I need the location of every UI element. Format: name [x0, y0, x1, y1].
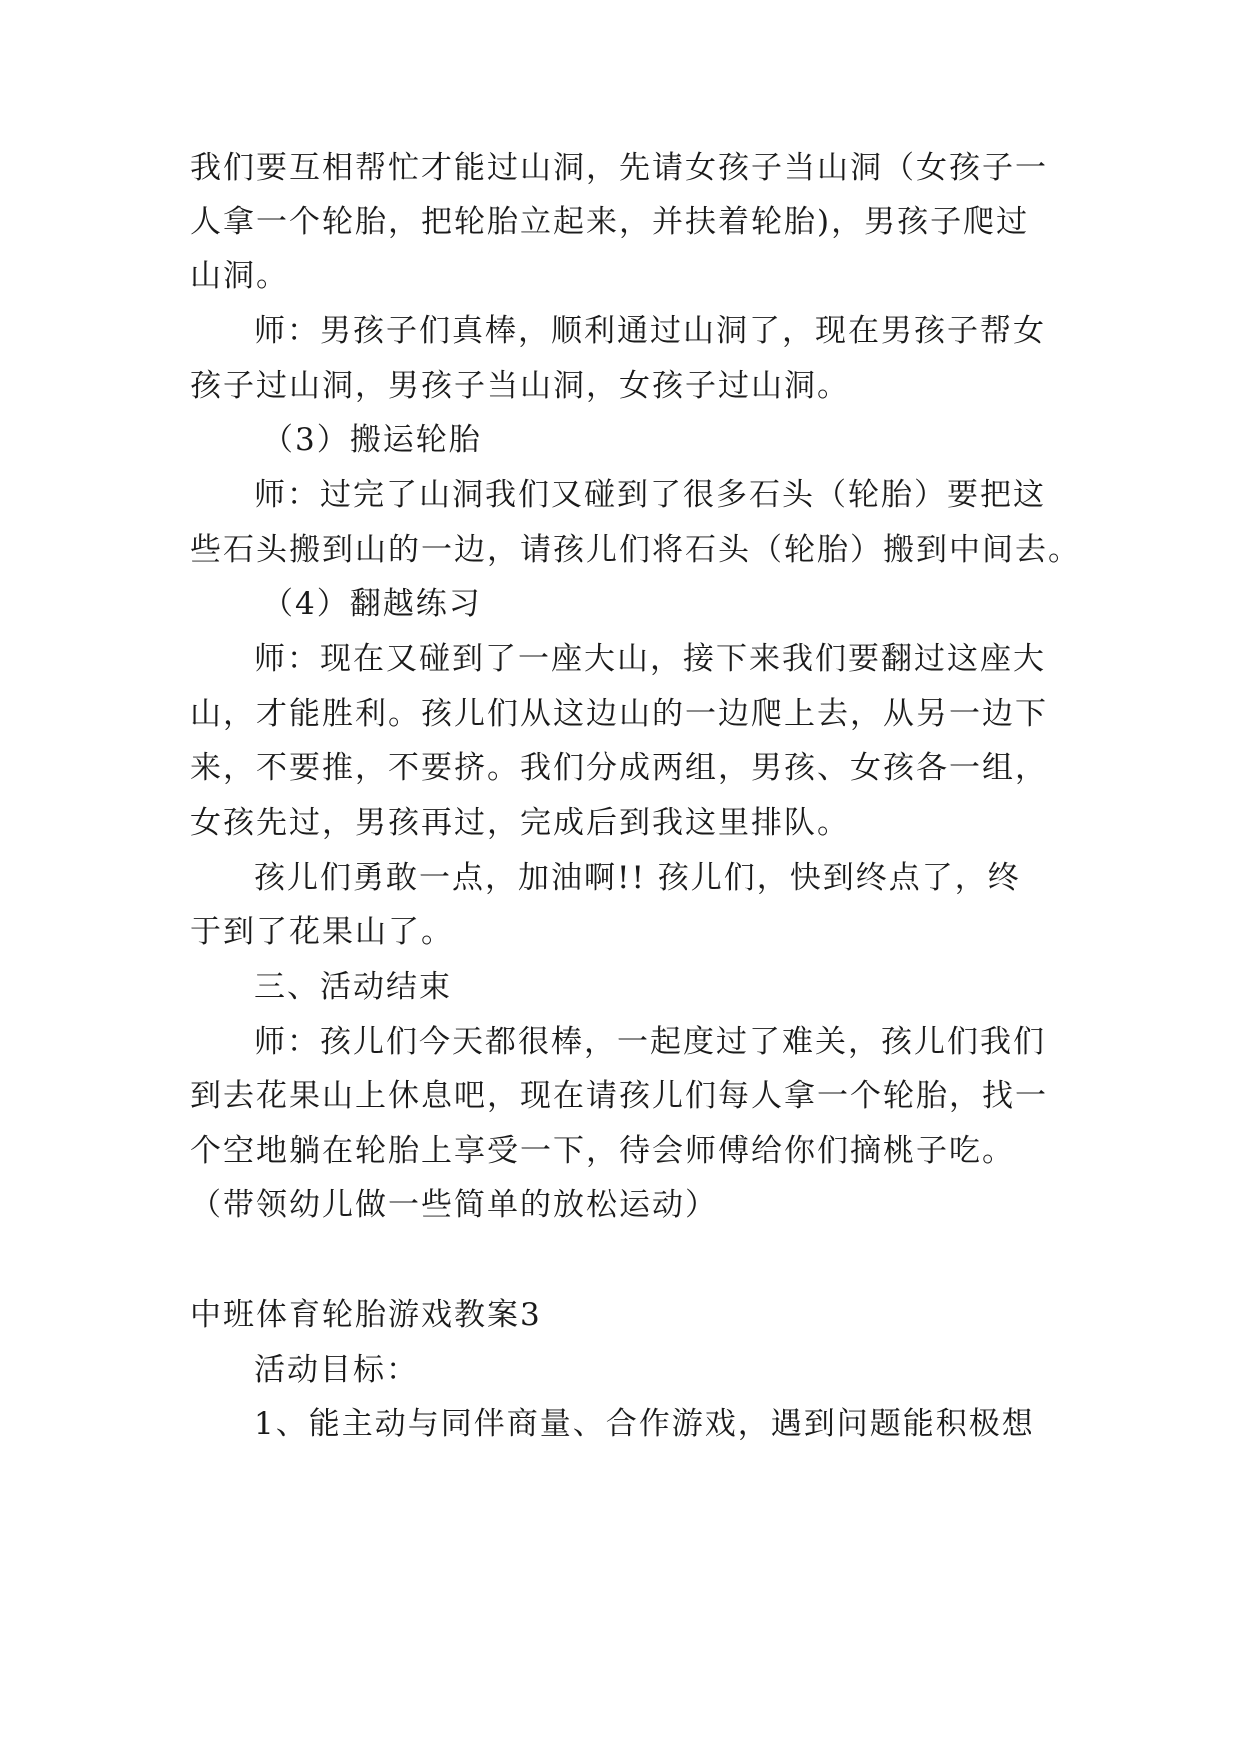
body-line: 师：过完了山洞我们又碰到了很多石头（轮胎）要把这	[254, 477, 1046, 513]
body-line: 孩子过山洞，男孩子当山洞，女孩子过山洞。	[190, 368, 850, 404]
subsection-heading: （3）搬运轮胎	[262, 422, 482, 458]
body-line: 来，不要推，不要挤。我们分成两组，男孩、女孩各一组，	[190, 750, 1048, 786]
document-title: 中班体育轮胎游戏教案3	[190, 1297, 542, 1333]
subsection-heading: （4）翻越练习	[262, 586, 482, 622]
body-line: 于到了花果山了。	[190, 914, 454, 950]
body-line: 到去花果山上休息吧，现在请孩儿们每人拿一个轮胎，找一	[190, 1078, 1048, 1114]
body-line: 人拿一个轮胎，把轮胎立起来，并扶着轮胎)，男孩子爬过	[190, 204, 1030, 240]
body-line: 山，才能胜利。孩儿们从这边山的一边爬上去，从另一边下	[190, 696, 1048, 732]
section-heading: 三、活动结束	[254, 969, 452, 1005]
body-line: 我们要互相帮忙才能过山洞，先请女孩子当山洞（女孩子一	[190, 150, 1048, 186]
body-line: 师：男孩子们真棒，顺利通过山洞了，现在男孩子帮女	[254, 313, 1046, 349]
body-line: （带领幼儿做一些简单的放松运动）	[190, 1187, 718, 1223]
body-line: 些石头搬到山的一边，请孩儿们将石头（轮胎）搬到中间去。	[190, 532, 1081, 568]
section-heading: 活动目标：	[254, 1352, 419, 1388]
body-line: 师：现在又碰到了一座大山，接下来我们要翻过这座大	[254, 641, 1046, 677]
body-line: 山洞。	[190, 258, 289, 294]
body-line: 1、能主动与同伴商量、合作游戏，遇到问题能积极想	[254, 1406, 1035, 1442]
body-line: 孩儿们勇敢一点，加油啊!! 孩儿们，快到终点了，终	[254, 860, 1021, 896]
body-line: 个空地躺在轮胎上享受一下，待会师傅给你们摘桃子吃。	[190, 1133, 1015, 1169]
body-line: 师：孩儿们今天都很棒，一起度过了难关，孩儿们我们	[254, 1024, 1046, 1060]
body-line: 女孩先过，男孩再过，完成后到我这里排队。	[190, 805, 850, 841]
